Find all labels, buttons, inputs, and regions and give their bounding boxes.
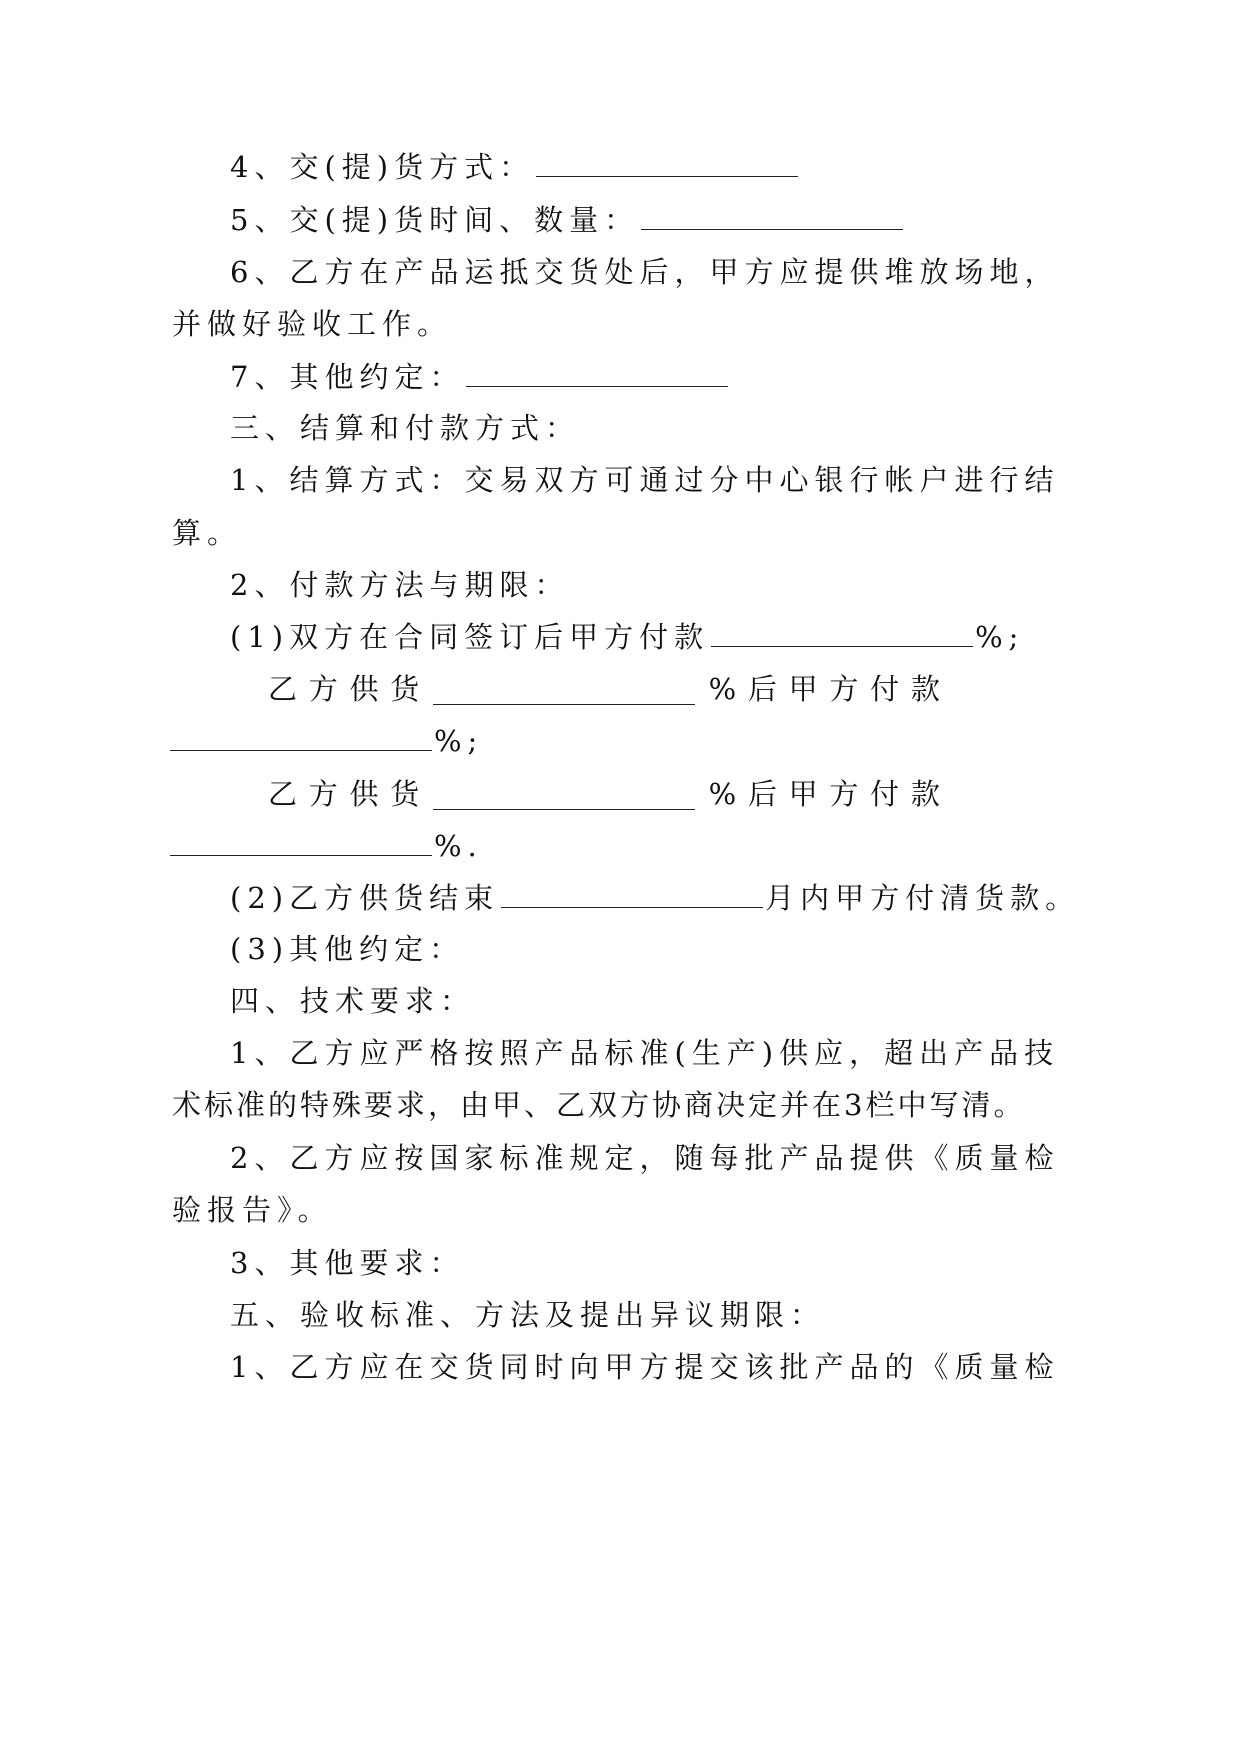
payment-2-suffix: 月内甲方付清货款。 [765, 881, 1081, 915]
word: 方 [829, 672, 859, 706]
word: 甲 [788, 777, 818, 811]
payment-1-blank[interactable] [711, 616, 973, 647]
word: 供 [349, 777, 379, 811]
payment-2-label: (2)乙方供货结束 [230, 881, 500, 915]
settlement-cont-text: 算。 [172, 516, 243, 550]
word: 方 [829, 777, 859, 811]
delivery-method-blank[interactable] [536, 146, 798, 177]
line-tech-3 [230, 1235, 1241, 1291]
word: 供 [349, 672, 379, 706]
line-tech-2-cont [172, 1182, 1241, 1238]
line-payment-3 [230, 921, 1241, 977]
delivery-time-label: 5、交(提)货时间、数量： [230, 203, 640, 237]
payment-1-suffix: %; [975, 620, 1025, 654]
line-settlement-cont [172, 505, 1241, 561]
payment-terms-text: 2、付款方法与期限： [230, 568, 570, 602]
line-tech-1 [230, 1025, 1241, 1081]
line-payment-2 [230, 870, 1241, 926]
line-delivery-time-quantity [230, 192, 1241, 248]
line-supply-payment-a [268, 661, 940, 717]
word: 货 [390, 672, 420, 706]
acceptance-1-text: 1、乙方应在交货同时向甲方提交该批产品的《质量检 [230, 1350, 1060, 1384]
delivery-time-blank[interactable] [641, 199, 903, 230]
line-tech-2 [230, 1130, 1241, 1186]
word: 付 [870, 672, 900, 706]
section-5-heading [230, 1287, 1241, 1343]
word: 付 [870, 777, 900, 811]
payment-1-label: (1)双方在合同签订后甲方付款 [230, 620, 710, 654]
other-agreement-blank[interactable] [466, 356, 728, 387]
word: 后 [747, 777, 777, 811]
supply-b-blank[interactable] [433, 779, 695, 810]
word: 乙 [268, 777, 298, 811]
line-clause-6-cont [172, 296, 1241, 352]
tech-1-text: 1、乙方应严格按照产品标准(生产)供应，超出产品技 [230, 1036, 1060, 1070]
line-delivery-method [230, 139, 1241, 195]
word: % [708, 672, 737, 706]
section-3-title: 三、结算和付款方式： [230, 411, 581, 445]
payment-3-text: (3)其他约定： [230, 932, 465, 966]
line-other-agreement [230, 349, 1241, 405]
tech-3-text: 3、其他要求： [230, 1246, 465, 1280]
section-3-heading [230, 400, 1241, 456]
supply-a-blank[interactable] [433, 674, 695, 705]
word: 货 [390, 777, 420, 811]
other-agreement-label: 7、其他约定： [230, 360, 465, 394]
section-4-title: 四、技术要求： [230, 984, 476, 1018]
word: 款 [910, 672, 940, 706]
word: 甲 [788, 672, 818, 706]
word: 方 [308, 672, 338, 706]
supply-b-suffix: %. [434, 829, 483, 863]
tech-1-cont-text: 术标准的特殊要求，由甲、乙双方协商决定并在3栏中写清。 [172, 1088, 1026, 1122]
line-payment-terms [230, 557, 1241, 613]
line-supply-payment-a-cont [170, 713, 1241, 769]
supply-b-pay-blank[interactable] [170, 825, 432, 856]
supply-a-pay-blank[interactable] [170, 720, 432, 751]
clause-6-text: 6、乙方在产品运抵交货处后，甲方应提供堆放场地， [230, 255, 1060, 289]
section-5-title: 五、验收标准、方法及提出异议期限： [230, 1298, 826, 1332]
tech-2-text: 2、乙方应按国家标准规定，随每批产品提供《质量检 [230, 1141, 1060, 1175]
word: 乙 [268, 672, 298, 706]
line-tech-1-cont [172, 1077, 1241, 1133]
line-acceptance-1 [230, 1339, 1241, 1395]
tech-2-cont-text: 验报告》。 [172, 1193, 333, 1227]
line-supply-payment-b-cont [170, 818, 1241, 874]
line-clause-6 [230, 244, 1241, 300]
word: 方 [308, 777, 338, 811]
word: 后 [747, 672, 777, 706]
word: 款 [910, 777, 940, 811]
line-payment-1 [230, 609, 1241, 665]
supply-a-suffix: %; [434, 724, 484, 758]
section-4-heading [230, 973, 1241, 1029]
delivery-method-label: 4、交(提)货方式： [230, 150, 535, 184]
line-settlement-method [230, 452, 1241, 508]
settlement-method-text: 1、结算方式：交易双方可通过分中心银行帐户进行结 [230, 463, 1060, 497]
payment-2-blank[interactable] [501, 877, 763, 908]
clause-6-cont-text: 并做好验收工作。 [172, 307, 453, 341]
word: % [708, 777, 737, 811]
line-supply-payment-b [268, 766, 940, 822]
